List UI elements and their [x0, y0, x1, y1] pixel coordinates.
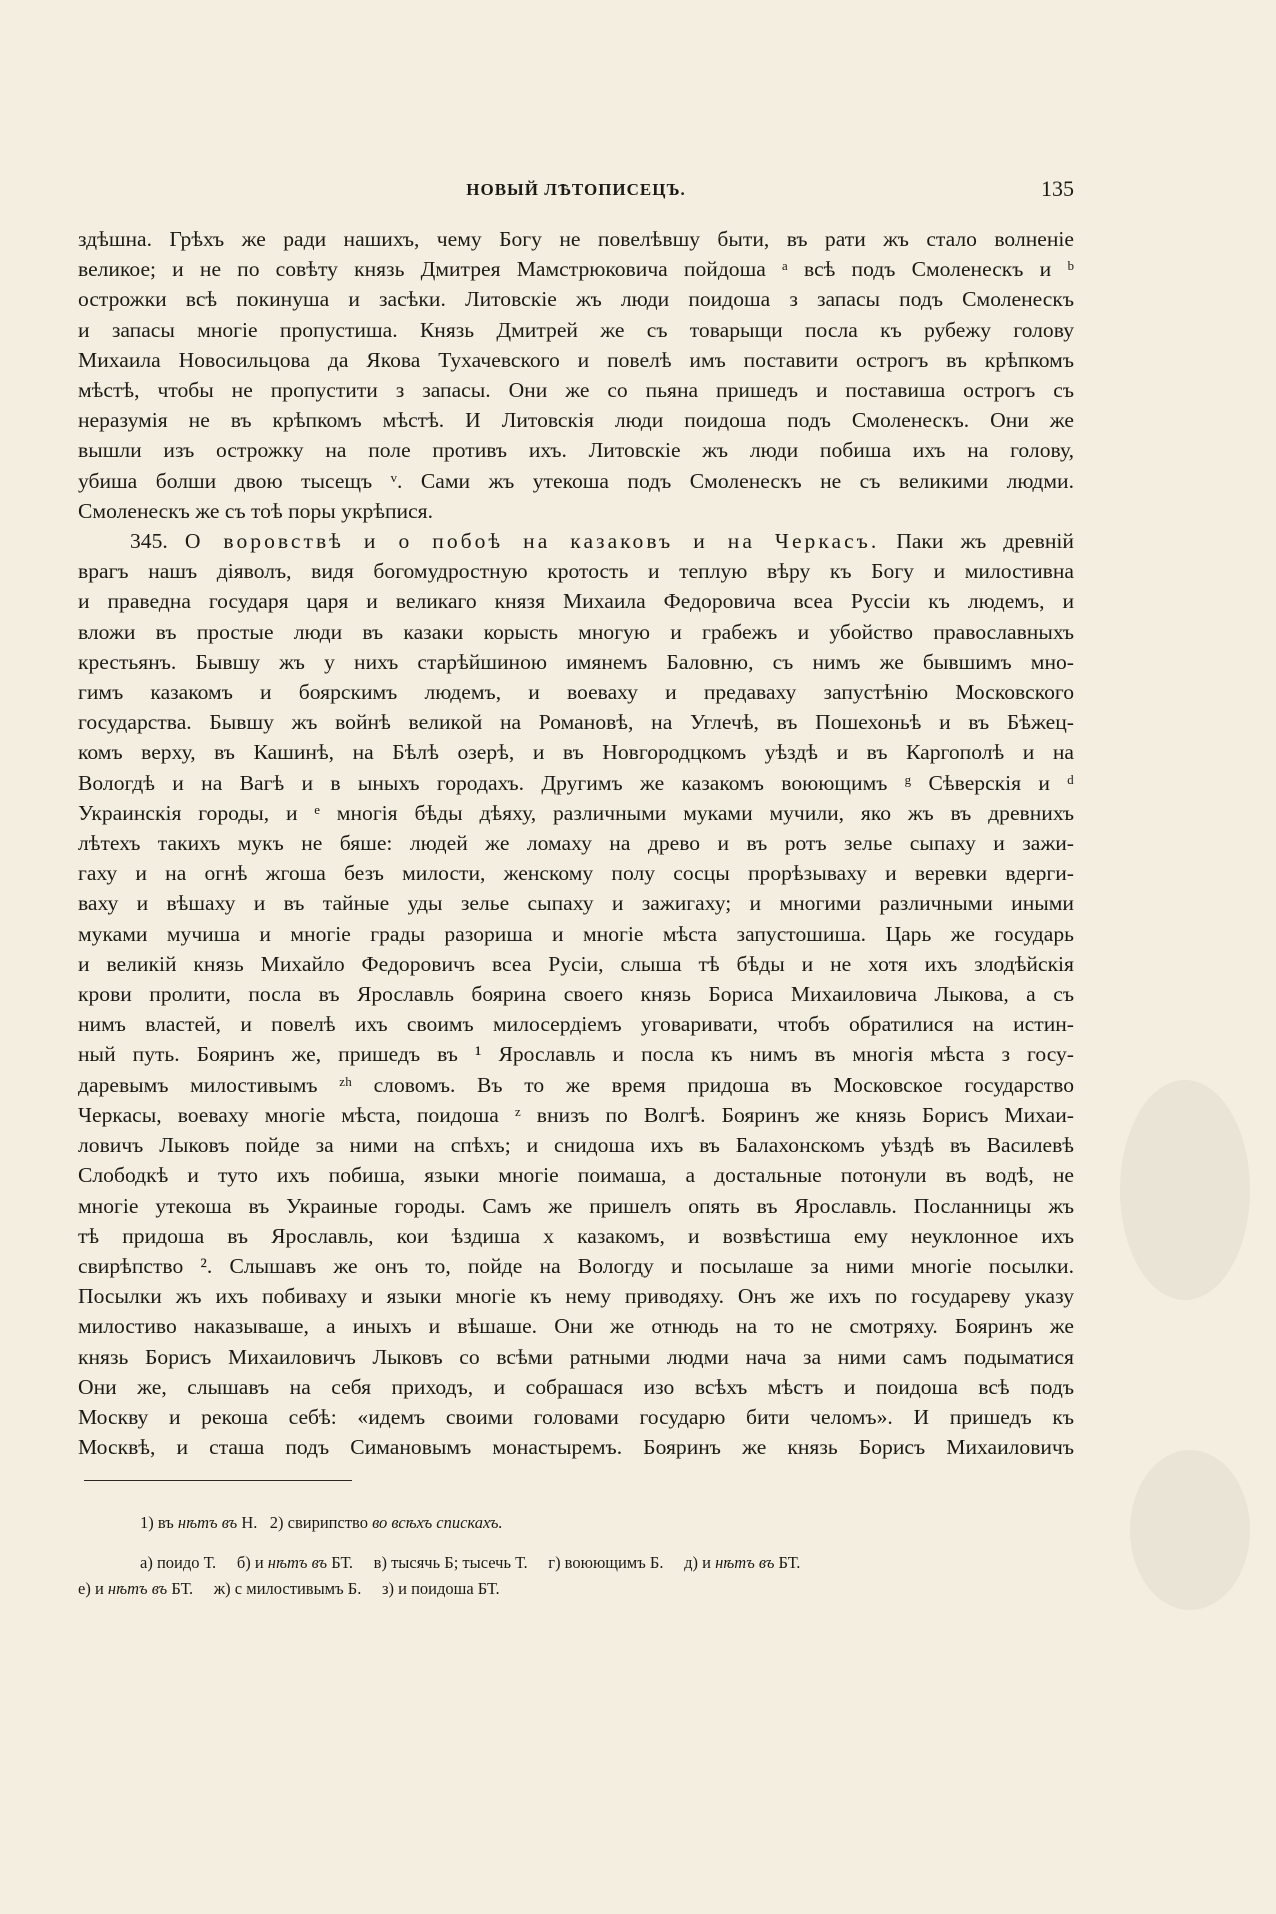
text-line: даревымъ милостивымъ ᶻʰ словомъ. Въ то же время придоша въ Московское государство [78, 1072, 1074, 1097]
section-heading: О воровствѣ и о побоѣ на казаковъ и на Черкасъ. [184, 529, 880, 554]
text-line: ный путь. Бояринъ же, пришедъ въ ¹ Ярославль и посла къ нимъ въ многія мѣста з госу- [78, 1042, 1074, 1067]
text-line: Смоленескъ же съ тоѣ поры укрѣпися. [78, 498, 433, 523]
main-text [78, 224, 1074, 1462]
footnote-b-note: нѣтъ въ [267, 1553, 328, 1572]
text-line: многіе утекоша въ Украиные городы. Самъ же пришелъ опять въ Ярославль. Посланницы жъ [78, 1193, 1074, 1218]
text-line: здѣшна. Грѣхъ же ради нашихъ, чему Богу не повелѣвшу быти, въ рати жъ стало волненіе [78, 227, 1074, 251]
footnote-lettered-line [78, 1576, 1074, 1602]
footnote-b: б) и [236, 1553, 264, 1572]
text-line: милостиво наказываше, а иныхъ и вѣшаше. Они же отнюдь на то не смотряху. Бояринъ же [78, 1314, 1074, 1339]
text-line: вложи въ простые люди въ казаки корысть многую и грабежъ и убойство православныхъ [78, 619, 1074, 644]
text-line: Посылки жъ ихъ побиваху и языки многіе къ нему приводяху. Онъ же ихъ по государеву указу [78, 1284, 1074, 1309]
text-line: гаху и на огнѣ жгоша безъ милости, женскому полу сосцы прорѣзываху и веревки вдерги- [78, 861, 1074, 886]
paper-stain [1120, 1080, 1250, 1300]
text-line: и запасы многіе пропустиша. Князь Дмитрей же съ товарыщи посла къ рубежу голову [78, 317, 1074, 342]
footnote-g: г) воюющимъ Б. [548, 1553, 664, 1572]
footnotes [78, 1510, 1074, 1602]
footnote-numbered [78, 1510, 1074, 1536]
footnote-zh: ж) с милостивымъ Б. [213, 1579, 362, 1598]
section-heading-line [78, 526, 1074, 556]
text-line: Слободкѣ и туто ихъ побиша, языки многіе поимаша, а достальные потонули въ водѣ, не [78, 1163, 1074, 1188]
text-line: врагъ нашъ діяволъ, видя богомудростную кротость и теплую вѣру къ Богу и милостивна [78, 559, 1074, 584]
text-line: Москву и рекоша себѣ: «идемъ своими головами государю бити челомъ». И пришедъ къ [78, 1404, 1074, 1429]
paper-stain [1130, 1450, 1250, 1610]
text-line: Михаила Новосильцова да Якова Тухачевского и повелѣ имъ поставити острогъ въ крѣпкомъ [78, 347, 1074, 372]
text-line: Паки жъ древній [896, 529, 1074, 554]
text-line: вышли изъ острожку на поле противъ ихъ. Литовскіе жъ люди побиша ихъ на голову, [78, 438, 1074, 463]
text-line: Москвѣ, и сташа подъ Симановымъ монастыремъ. Бояринъ же князь Борисъ Михаиловичъ [78, 1435, 1074, 1460]
text-line: острожки всѣ покинуша и засѣки. Литовскіе жъ люди поидоша з запасы подъ Смоленескъ [78, 287, 1074, 312]
text-line: Вологдѣ и на Вагѣ и в ыныхъ городахъ. Другимъ же казакомъ воюющимъ ᵍ Сѣверскія и ᵈ [78, 770, 1074, 795]
text-line: крестьянъ. Бывшу жъ у нихъ старѣйшиною имянемъ Баловню, съ нимъ же бывшимъ мно- [78, 649, 1074, 674]
footnote-d: д) и [684, 1553, 711, 1572]
text-line: свирѣпство ². Слышавъ же онъ то, пойде на Вологду и посылаше за ними многіе посылки. [78, 1253, 1074, 1278]
text-line: великое; и не по совѣту князь Дмитрея Мамстрюковича пойдоша ᵃ всѣ подъ Смоленескъ и ᵇ [78, 257, 1074, 282]
footnote-b-source: БТ. [331, 1553, 354, 1572]
footnote-d-source: БТ. [778, 1553, 801, 1572]
footnote-rule [84, 1480, 352, 1481]
footnote-e-source: БТ. [171, 1579, 194, 1598]
text-line: гимъ казакомъ и боярскимъ людемъ, и воеваху и предаваху запустѣнію Московского [78, 680, 1074, 705]
footnote-e-note: нѣтъ въ [107, 1579, 168, 1598]
text-line: тѣ придоша въ Ярославль, кои ѣздиша х казакомъ, и возвѣстиша ему неуклонное ихъ [78, 1223, 1074, 1248]
text-line: крови пролити, посла въ Ярославль боярина своего князь Бориса Михаиловича Лыкова, а съ [78, 982, 1074, 1007]
footnote-2: 2) свирипство [269, 1513, 368, 1532]
text-line: комъ верху, въ Кашинѣ, на Бѣлѣ озерѣ, и въ Новгородцкомъ уѣздѣ и въ Каргополѣ и на [78, 740, 1074, 765]
footnote-v: в) тысячь Б; тысечь Т. [373, 1553, 528, 1572]
footnote-a: а) поидо Т. [140, 1553, 217, 1572]
text-line: Черкасы, воеваху многіе мѣста, поидоша ᶻ внизъ по Волгѣ. Бояринъ же князь Борисъ Михаи- [78, 1102, 1074, 1127]
text-line: ваху и вѣшаху и въ тайные уды зелье сыпаху и зажигаху; и многими различными иными [78, 891, 1074, 916]
section-number: 345. [130, 529, 168, 554]
footnote-1-note: нѣтъ въ [177, 1513, 238, 1532]
text-line: нимъ властей, и повелѣ ихъ своимъ милосердіемъ уговаривати, чтобъ обратилися на истин- [78, 1012, 1074, 1037]
text-line: ловичъ Лыковъ пойде за ними на спѣхъ; и снидоша ихъ въ Балахонскомъ уѣздѣ въ Василевѣ [78, 1133, 1074, 1158]
footnote-lettered-line [78, 1550, 1074, 1576]
footnote-d-note: нѣтъ въ [715, 1553, 775, 1572]
footnote-2-note: во всѣхъ спискахъ. [372, 1513, 503, 1532]
text-line: убиша болши двою тысещъ ᵛ. Сами жъ утекоша подъ Смоленескъ не съ великими людми. [78, 468, 1074, 493]
text-line: и праведна государя царя и великаго князя Михаила Федоровича всеа Руссіи къ людемъ, и [78, 589, 1074, 614]
footnote-e: е) и [78, 1579, 104, 1598]
text-line: лѣтехъ такихъ мукъ не бяше: людей же ломаху на древо и въ ротъ зелье сыпаху и зажи- [78, 831, 1074, 856]
text-line: мѣстѣ, чтобы не пропустити з запасы. Они же со пьяна пришедъ и поставиша острогъ съ [78, 378, 1074, 403]
footnote-z: з) и поидоша БТ. [381, 1579, 500, 1598]
text-line: князь Борисъ Михаиловичъ Лыковъ со всѣми ратными людми нача за ними самъ подыматися [78, 1344, 1074, 1369]
running-title: НОВЫЙ ЛѢТОПИСЕЦЪ. [466, 180, 686, 199]
page-number: 135 [1041, 176, 1074, 201]
text-line: неразумія не въ крѣпкомъ мѣстѣ. И Литовскія люди поидоша подъ Смоленескъ. Они же [78, 408, 1074, 433]
footnote-1: 1) въ [140, 1513, 174, 1532]
text-line: Украинскія городы, и ᵉ многія бѣды дѣяху, различными муками мучили, яко жъ въ древнихъ [78, 800, 1074, 825]
footnote-1-source: Н. [241, 1513, 258, 1532]
text-line: Они же, слышавъ на себя приходъ, и собрашася изо всѣхъ мѣстъ и поидоша всѣ подъ [78, 1374, 1074, 1399]
text-line: государства. Бывшу жъ войнѣ великой на Романовѣ, на Углечѣ, въ Пошехоньѣ и въ Бѣжец- [78, 710, 1074, 735]
text-line: муками мучиша и многіе грады разориша и многіе мѣста запустошиша. Царь же государь [78, 921, 1074, 946]
text-line: и великій князь Михайло Федоровичъ всеа Русіи, слыша тѣ бѣды и не хотя ихъ злодѣйскія [78, 951, 1074, 976]
running-head [78, 176, 1074, 204]
